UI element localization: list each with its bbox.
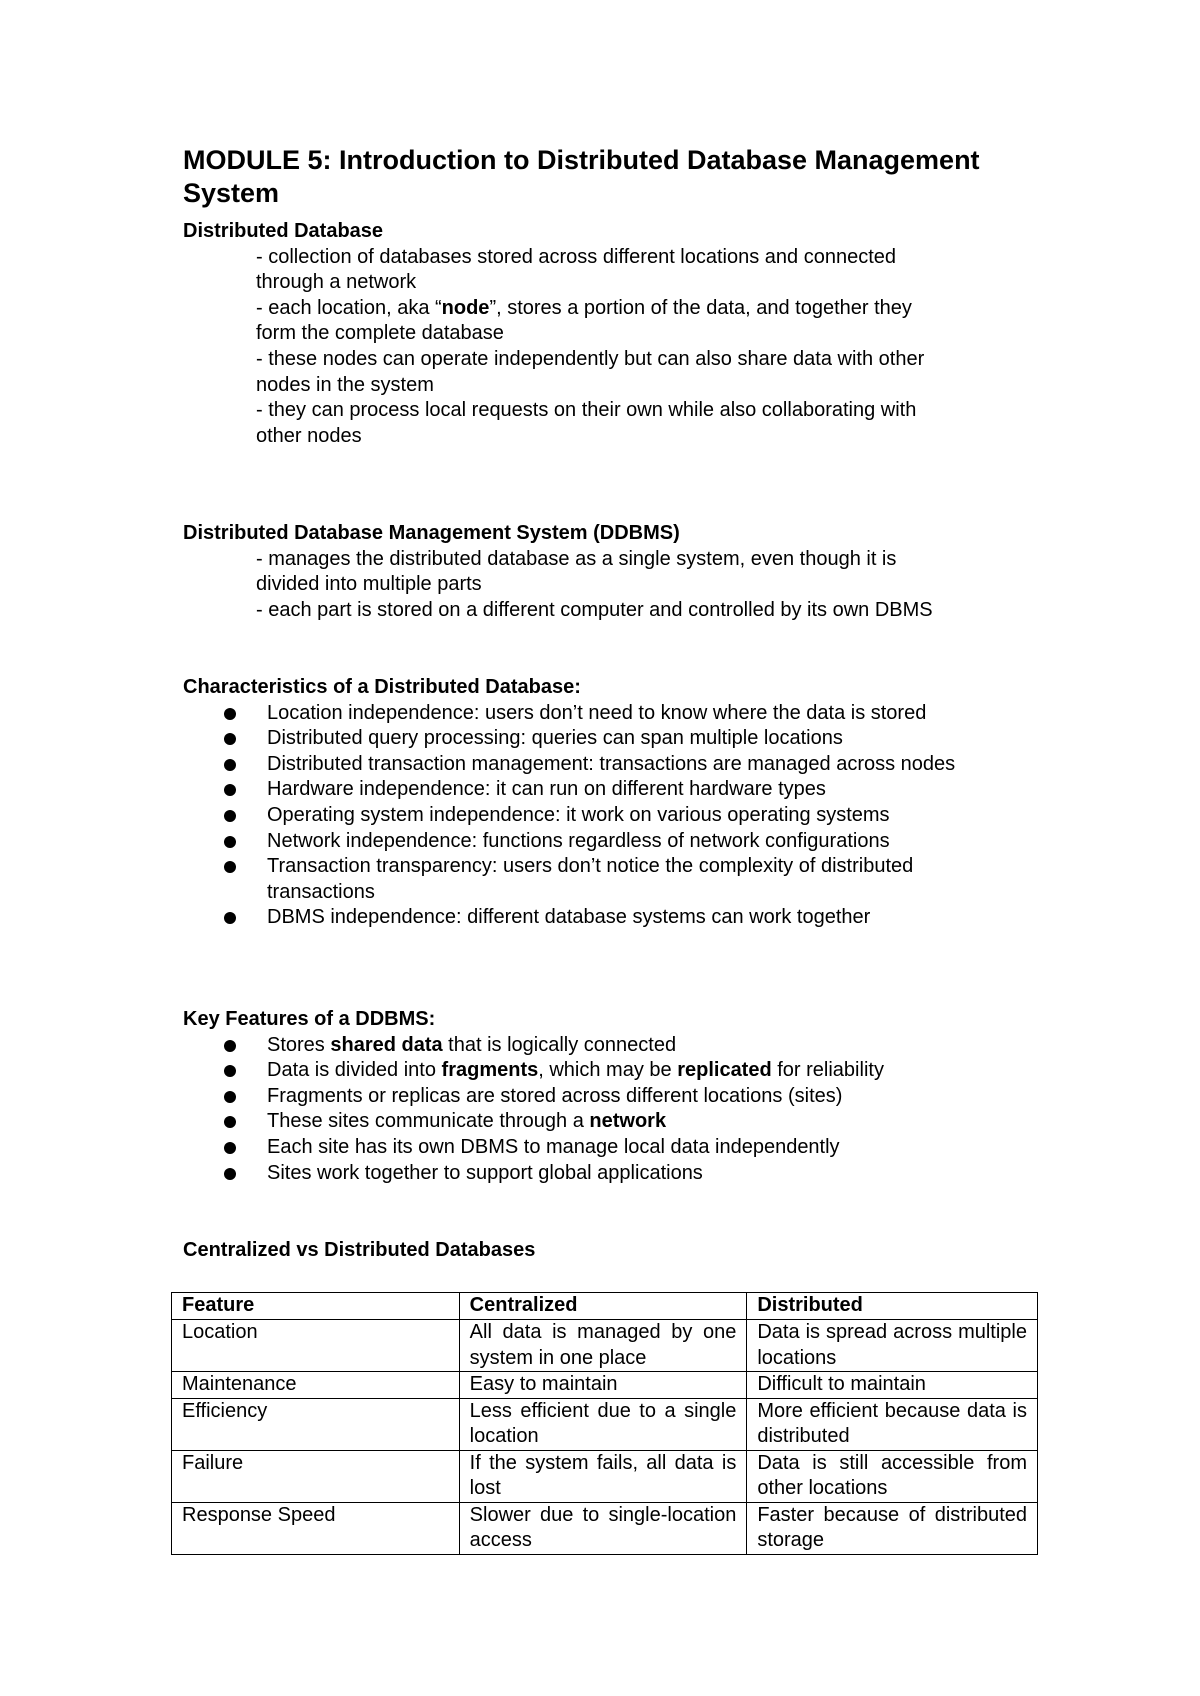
table-cell: Data is still accessible from other locations xyxy=(747,1450,1038,1502)
text-line: - they can process local requests on their own while also collaborating with xyxy=(256,399,917,422)
text-line: divided into multiple parts xyxy=(256,573,482,596)
list-item: DBMS independence: different database systems can work together xyxy=(267,905,1007,931)
table-cell: Slower due to single-location access xyxy=(459,1502,747,1554)
list-item: Hardware independence: it can run on different hardware types xyxy=(267,777,1007,803)
definition-text xyxy=(256,245,1063,450)
table-row xyxy=(172,1320,1038,1372)
table-cell: Data is spread across multiple locations xyxy=(747,1320,1038,1372)
bold-term: network xyxy=(589,1110,667,1133)
table-cell: If the system fails, all data is lost xyxy=(459,1450,747,1502)
list-item xyxy=(267,1084,1063,1110)
text-fragment: These sites communicate through a xyxy=(267,1110,590,1133)
table-cell: Location xyxy=(172,1320,460,1372)
bold-term: shared data xyxy=(330,1033,443,1056)
section-key-features xyxy=(183,1007,1063,1186)
characteristics-list xyxy=(183,701,1007,931)
section-heading: Distributed Database xyxy=(183,220,384,242)
table-header-row xyxy=(172,1293,1038,1320)
text-fragment: - each location, aka “ xyxy=(256,296,442,319)
text-line: - collection of databases stored across different locations and connected xyxy=(256,245,897,268)
section-distributed-database xyxy=(183,219,1063,449)
definition-text xyxy=(256,547,1063,624)
text-line: other nodes xyxy=(256,424,362,447)
list-item: Transaction transparency: users don’t notice the complexity of distributed transactions xyxy=(267,854,1007,905)
bold-term: fragments xyxy=(441,1059,539,1082)
column-header-centralized: Centralized xyxy=(459,1293,747,1320)
list-item xyxy=(267,1109,1063,1135)
text-fragment: Stores xyxy=(267,1033,331,1056)
table-cell: Efficiency xyxy=(172,1398,460,1450)
table-cell: Less efficient due to a single location xyxy=(459,1398,747,1450)
text-fragment: Sites work together to support global applications xyxy=(267,1161,703,1184)
list-item xyxy=(267,1058,1063,1084)
list-item: Distributed transaction management: transactions are managed across nodes xyxy=(267,752,1007,778)
table-cell: Faster because of distributed storage xyxy=(747,1502,1038,1554)
text-fragment: that is logically connected xyxy=(442,1033,677,1056)
key-features-list xyxy=(183,1033,1063,1187)
section-heading: Centralized vs Distributed Databases xyxy=(183,1239,536,1261)
text-fragment: Fragments or replicas are stored across different locations (sites) xyxy=(267,1084,843,1107)
text-line: - manages the distributed database as a single system, even though it is xyxy=(256,547,897,570)
list-item xyxy=(267,1135,1063,1161)
text-fragment: Data is divided into xyxy=(267,1059,442,1082)
column-header-distributed: Distributed xyxy=(747,1293,1038,1320)
text-fragment: ”, stores a portion of the data, and together they xyxy=(489,296,912,319)
list-item xyxy=(267,1033,1063,1059)
page-title: MODULE 5: Introduction to Distributed Database Management System xyxy=(183,145,980,208)
table-row xyxy=(172,1450,1038,1502)
table-cell: Failure xyxy=(172,1450,460,1502)
text-fragment: , which may be xyxy=(538,1059,678,1082)
section-ddbms xyxy=(183,521,1063,623)
table-cell: All data is managed by one system in one place xyxy=(459,1320,747,1372)
section-heading: Key Features of a DDBMS: xyxy=(183,1008,436,1030)
table-cell: Difficult to maintain xyxy=(747,1372,1038,1399)
table-cell: More efficient because data is distributed xyxy=(747,1398,1038,1450)
list-item: Location independence: users don’t need to know where the data is stored xyxy=(267,701,1007,727)
table-cell: Easy to maintain xyxy=(459,1372,747,1399)
table-row xyxy=(172,1372,1038,1399)
text-line: nodes in the system xyxy=(256,373,434,396)
table-row xyxy=(172,1502,1038,1554)
list-item xyxy=(267,1161,1063,1187)
table-cell: Maintenance xyxy=(172,1372,460,1399)
comparison-table xyxy=(171,1292,1038,1555)
list-item: Operating system independence: it work on various operating systems xyxy=(267,803,1007,829)
text-fragment: Each site has its own DBMS to manage local data independently xyxy=(267,1135,840,1158)
text-line xyxy=(256,296,1063,322)
list-item: Distributed query processing: queries can span multiple locations xyxy=(267,726,1007,752)
bold-term: node xyxy=(441,296,490,319)
section-characteristics xyxy=(183,675,1063,931)
text-fragment: for reliability xyxy=(771,1059,884,1082)
text-line: - these nodes can operate independently but can also share data with other xyxy=(256,347,925,370)
section-heading: Distributed Database Management System (DDBMS) xyxy=(183,522,680,544)
section-comparison xyxy=(183,1238,1063,1264)
text-line: - each part is stored on a different computer and controlled by its own DBMS xyxy=(256,598,933,621)
list-item: Network independence: functions regardless of network configurations xyxy=(267,829,1007,855)
bold-term: replicated xyxy=(677,1059,772,1082)
text-line: through a network xyxy=(256,271,417,294)
table-cell: Response Speed xyxy=(172,1502,460,1554)
table-row xyxy=(172,1398,1038,1450)
text-line: form the complete database xyxy=(256,322,504,345)
section-heading: Characteristics of a Distributed Database: xyxy=(183,676,581,698)
column-header-feature: Feature xyxy=(172,1293,460,1320)
